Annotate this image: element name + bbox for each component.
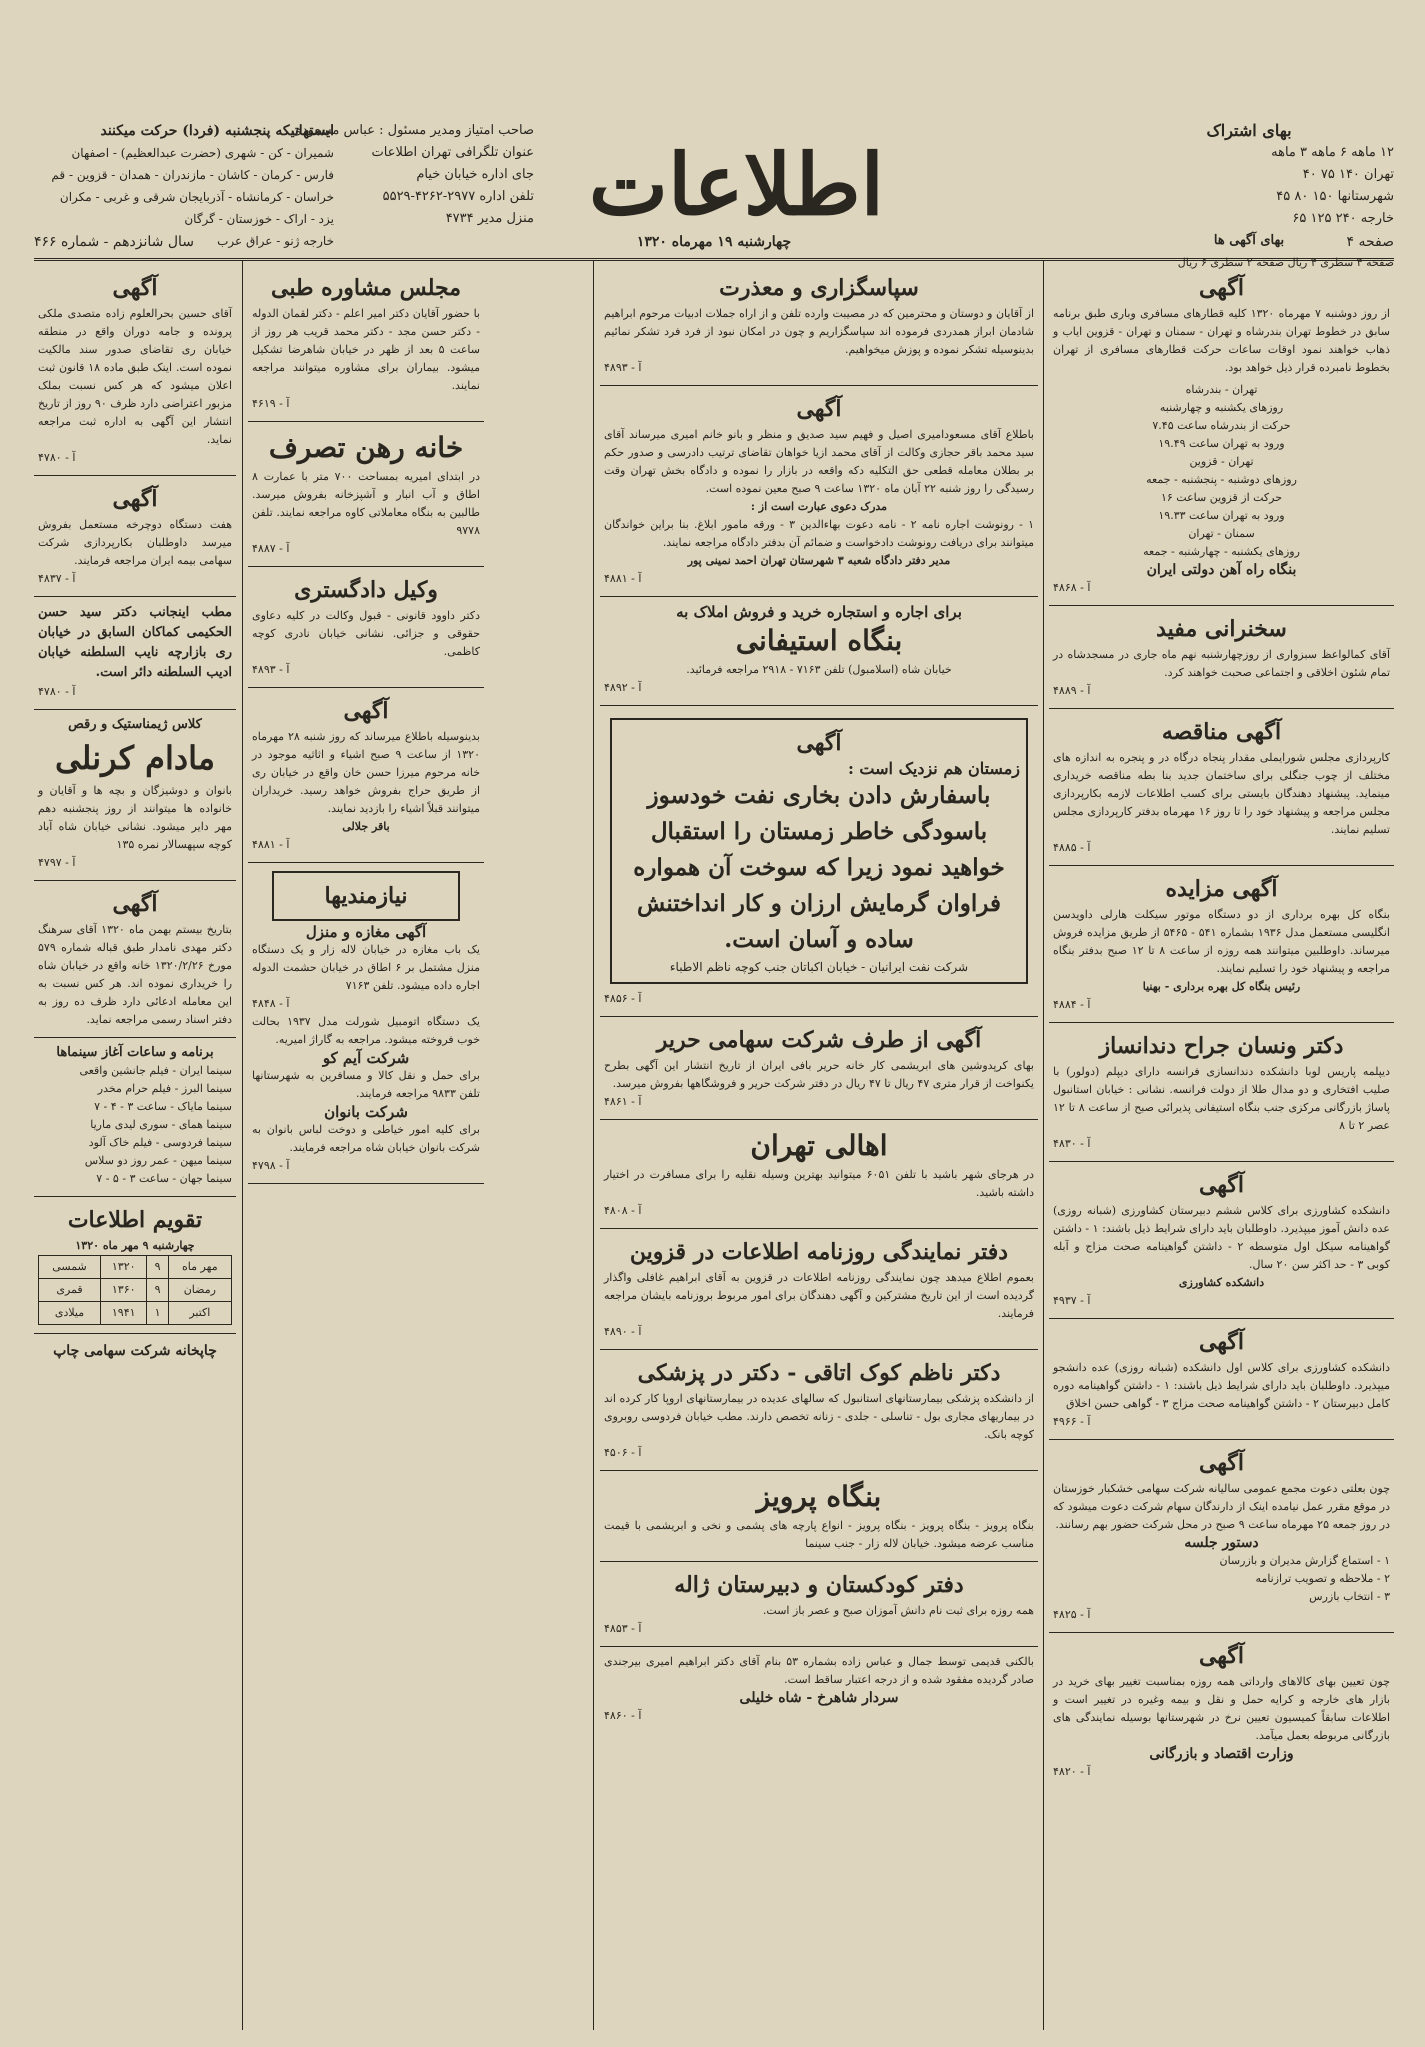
ad-agency [600,597,1038,706]
ad-heading: آگهی [796,730,842,756]
ad-body: بنگاه کل بهره برداری از دو دستگاه موتور سیکلت هارلی داویدسن انگلیسی مستعمل مدل ۱۹۳۶ بشماره ۵۴۱ - ۵۴۶۵ از طریق مزایده فروش میرساند. داوطلبین میتوانند همه روزه از ساعت ۸ تا ۱۲ صبح بدفتر بنگاه مراجعه و پیشنهاد خود را تسلیم نمایند. [1053,908,1390,975]
manager-phone-line: منزل مدیر ۴۷۳۴ [445,211,534,226]
ad-heading: آگهی مزایده [1165,876,1278,902]
calendar-row [39,1302,232,1325]
ad-bicycles [34,476,236,597]
ad-lecture [1049,606,1394,709]
ad-house [248,422,484,567]
ad-ref: آ - ۴۸۳۷ [38,572,76,585]
ad-ministry [1049,1633,1394,1789]
cinema-listings [34,1038,236,1197]
ad-body: بانوان و دوشیزگان و بچه ها و آقایان و خانواده ها میتوانند از روز پنجشنبه دهم مهر دایر میشود. نشانی خیابان شاه آباد کوچه سپهسالار نمره ۱۳۵ [38,784,232,851]
ad-doctor [600,1350,1038,1471]
agenda-item: ۳ - انتخاب بازرس [1309,1590,1390,1603]
ad-heading: مجلس مشاوره طبی [270,275,461,301]
ad-signature: رئیس بنگاه کل بهره برداری - بهنیا [1142,980,1301,993]
ad-heading: آگهی [112,891,158,917]
column-rule [1043,260,1044,2030]
newspaper-logo: اطلاعات [588,135,884,234]
ad-heading: آگهی [343,698,389,724]
calendar [34,1197,236,1334]
ad-ref: آ - ۴۸۵۶ [604,992,642,1005]
ad-body: دانشکده کشاورزی برای کلاس اول دانشکده (شبانه روزی) عده دانشجو میپذیرد. داوطلبان باید دارای شرایط ذیل باشند: ۱ - داشتن گواهینامه دوره کامل دبیرستان ۲ - داشتن گواهینامه صحت مزاج ۳ - گواهی حسن اخلاق [1053,1361,1390,1410]
ad-heading: دفتر نمایندگی روزنامه اطلاعات در قزوین [629,1239,1009,1265]
ad-ref: آ - ۴۹۶۶ [1053,1415,1091,1428]
ad-heading: آگهی [1198,1329,1245,1355]
schedule-list [1053,381,1390,561]
ad-heading: دکتر ونسان جراح دندانساز [1099,1033,1344,1059]
column-rule [242,260,243,2030]
ad-signature: باقر جلالی [342,820,390,833]
schedule-line: حرکت از قزوین ساعت ۱۶ [1160,491,1283,504]
ad-heading: وکیل دادگستری [294,577,438,603]
printer-credit: چاپخانه شرکت سهامی چاپ [53,1343,217,1359]
ad-body: کارپردازی مجلس شورایملی مقدار پنجاه درگاه در و پنجره به اندازه های مختلف از چوب جنگلی برای ساختمان جدید بنا بطه مناقصه خریداری مینماید. پیشنهاد دهندگان بایستی برای کسب اطلاعات لازمه بکارپردازی مجلس مراجعه و پیشنهاد خود را تا روز ۱۶ مهرماه بدفتر کارپردازی مجلس تسلیم نمایند. [1053,751,1390,836]
ad-ref: آ - ۴۵۰۶ [604,1446,642,1459]
ad-tender [1049,709,1394,866]
ad-signature: مدیر دفتر دادگاه شعبه ۳ شهرستان تهران احمد نمینی پور [687,554,951,567]
ad-heading: دکتر ناظم کوک اتاقی - دکتر در پزشکی [637,1360,1001,1386]
ad-body: یک دستگاه اتومبیل شورلت مدل ۱۹۳۷ بحالت خوب فروخته میشود. مراجعه به گاراژ امیریه. [252,1015,480,1046]
ad-ref: آ - ۴۸۵۳ [604,1622,642,1635]
ad-body: آقای حسین بحرالعلوم زاده متصدی ملکی پرونده و جامه دوران واقع در منطقه خیابان ری تقاضای صدور سند مالکیت نموده است. اینک طبق ماده ۱۸ قانون ثبت اعلان میشود که هر کس نسبت بملک مزبور اعتراضی دارد ظرف ۹۰ روز از تاریخ انتشار این آگهی به اداره ثبت مراجعه نماید. [38,307,232,446]
ad-body: برای کلیه امور خیاطی و دوخت لباس بانوان به شرکت بانوان خیابان شاه مراجعه فرمایند. [252,1123,480,1154]
stations-line: خارجه ژنو - عراق عرب [217,234,334,248]
calendar-cell: ۱۳۲۰ [101,1256,147,1279]
ad-ref: آ - ۴۷۹۷ [38,856,76,869]
calendar-cell: میلادی [39,1302,101,1325]
ad-ref: آ - ۴۸۰۸ [604,1204,642,1217]
ad-ref: آ - ۴۸۶۸ [1053,581,1091,594]
ad-heading: آگهی [1198,1643,1245,1669]
ad-body: ۱ - رونوشت اجاره نامه ۲ - نامه دعوت بهاءالدین ۳ - ورقه مامور ابلاغ. بنا براین خواندگان میتوانند برای دریافت رونوشت دادخواست و ضمائم آن بدفتر دادگاه مراجعه نمایند. [604,518,1034,549]
ad-heading: آگهی [796,396,842,422]
ad-price: صفحه ۴ سطری ۴ ریال صفحه ۲ سطری ۶ ریال [1177,256,1394,269]
calendar-cell: رمضان [168,1279,231,1302]
ad-ref: آ - ۴۸۸۷ [252,542,290,555]
ad-ref: آ - ۴۶۱۹ [252,397,290,410]
calendar-cell: ۹ [147,1256,168,1279]
ad-ref: آ - ۴۸۸۹ [1053,684,1091,697]
ad-body: برای حمل و نقل کالا و مسافرین به شهرستانها تلفن ۹۸۳۳ مراجعه فرمایند. [252,1069,480,1100]
ad-body: دکتر داوود قانونی - قبول وکالت در کلیه دعاوی حقوقی و جزائی. نشانی خیابان نادری کوچه کاظمی. [252,609,480,658]
ad-body: یک باب مغازه در خیابان لاله زار و یک دستگاه منزل مشتمل بر ۶ اطاق در خیابان حشمت الدوله اجاره داده میشود. تلفن ۷۱۶۳ [252,943,481,992]
column-rule [593,260,594,2030]
ad-ref: آ - ۴۷۹۸ [252,1159,290,1172]
calendar-cell: قمری [39,1279,101,1302]
stations-line: فارس - کرمان - کاشان - مازندران - همدان - قزوین - قم [51,168,334,182]
ad-agri-school [1049,1162,1394,1319]
ad-ref: آ - ۴۷۸۰ [38,451,76,464]
ad-body: از آقایان و دوستان و محترمین که در مصیبت وارده تلفن و از اراه جملات ادبیات مرحوم ابراهیم شادمان ابراز همدردی فرموده اند سپاسگزاریم و چون در امکان نبود از فرد فرد تشکر نمائیم بدینوسیله تشکر نموده و پوزش میخواهیم. [604,307,1034,356]
date-line: چهارشنبه ۱۹ مهرماه ۱۳۲۰ [636,234,792,250]
ad-body: باطلاع آقای مسعودامیری اصیل و فهیم سید صدیق و منظر و بانو خانم امیری میرساند آقای سید محمد باقر حجازی وکالت از آقای محمد ازیا خواهان تقاضای ترتیب دادرسی و صدور حکم بر بطلان معامله قطعی حق التکلیه دکه واقعه در بازار را نموده و دادگاه بخش تهران وقت رسیدگی را روز شنبه ۲۲ آبان ماه ۱۳۲۰ ساعت ۹ صبح معین نموده است. [604,428,1034,495]
page-label: صفحه ۴ [1346,234,1394,250]
ad-body: بدینوسیله باطلاع میرساند که روز شنبه ۲۸ مهرماه ۱۳۲۰ از ساعت ۹ صبح اشیاء و اثاثیه موجود در خانه مرحوم میرزا حسن خان واقع در خیابان ری از طریق حراج بفروش خواهد رسید. خریداران میتوانند قبلاً اشیاء را بازدید نمایند. [252,730,480,815]
ad-body: چون بعلتی دعوت مجمع عمومی سالیانه شرکت سهامی خشکبار خوزستان در موقع مقرر عمل نیامده اینک از دارندگان سهام شرکت دعوت میشود که در روز جمعه ۲۵ مهرماه ساعت ۹ صبح در محل شرکت حضور بهم رسانند. [1053,1482,1390,1531]
year-issue: سال شانزدهم - شماره ۴۶۶ [34,234,194,250]
ad-heading: برای اجاره و استجاره خرید و فروش املاک به [676,603,962,621]
ad-signature: دانشکده کشاورزی [1178,1276,1265,1289]
ad-company-meeting [1049,1440,1394,1633]
ad-ref: آ - ۴۸۶۰ [604,1709,642,1722]
agenda-item: ۱ - استماع گزارش مدیران و بازرسان [1219,1554,1390,1567]
subscriptions-tehran: تهران ۱۴۰ ۷۵ ۴۰ [1302,167,1394,182]
cinema-item: سینما میهن - عمر روز دو سلاس [84,1154,232,1167]
ad-court-notice [600,386,1038,597]
ad-clinic [34,597,236,710]
ad-kindergarten [600,1562,1038,1647]
heater-ad-box [610,718,1028,984]
agenda-heading: دستور جلسه [1184,1535,1259,1551]
classifieds [248,863,484,1184]
ad-dentist [1049,1023,1394,1162]
schedule-line: روزهای یکشنبه و چهارشنبه [1159,401,1284,414]
ad-ref: آ - ۴۸۲۰ [1053,1765,1091,1778]
ad-big-text: باسفارش دادن بخاری نفت خودسوز باسودگی خاطر زمستان را استقبال خواهید نمود زیرا که سوخت آن همواره فراوان گرمایش ارزان و کار انداختنش ساده و آسان است. [633,782,1005,953]
ad-ref: آ - ۴۹۳۷ [1053,1294,1091,1307]
telegraph-line: عنوان تلگرافی تهران اطلاعات [371,145,534,160]
calendar-cell: اکتبر [168,1302,231,1325]
ad-body: بهای کرپدوشین های ابریشمی کار خانه حریر بافی ایران از تاریخ انتشار این آگهی بطرح یکنواخت از قرار متری ۴۷ ریال تا ۴۷ ریال در دفتر شرکت حریر و فروشگاهها بفروش میرسد. [604,1059,1034,1090]
subscriptions-head: ۱۲ ماهه ۶ ماهه ۳ ماهه [1271,145,1394,160]
ad-ref: آ - ۴۸۲۵ [1053,1608,1091,1621]
ad-ref: آ - ۴۸۸۵ [1053,841,1091,854]
ad-ref: آ - ۴۸۳۰ [1053,1137,1091,1150]
ad-ref: آ - ۴۸۹۳ [604,361,642,374]
ad-signature: وزارت اقتصاد و بازرگانی [1149,1746,1294,1762]
ad-body: دانشکده کشاورزی برای کلاس ششم دبیرستان کشاورزی (شبانه روزی) عده دانش آموز میپذیرد. داوطلبان باید دارای شرایط ذیل باشند: ۱ - داشتن گواهینامه سیکل اول متوسطه ۲ - داشتن گواهینامه صحت مزاج و آبله کوبی ۳ - حد اکثر سن ۲۰ سال. [1053,1204,1390,1271]
ad-address: شرکت نفت ایرانیان - خیابان اکباتان جنب کوچه ناظم الاطباء [669,960,969,974]
schedule-line: تهران - بندرشاه [1185,383,1258,396]
ad-body: چون تعیین بهای کالاهای وارداتی همه روزه بمناسبت تغییر بهای خرید در بازار های خارجه و کرایه حمل و نقل و بیمه وغیره در تغییر است و اطلاعات سابقاً کمیسیون تعیین نرخ در شهرستانها بوسیله نمایندگی های بازرگانی مربوطه بعمل میآمد. [1053,1675,1390,1742]
subscriptions-provinces: شهرستانها ۱۵۰ ۸۰ ۴۵ [1276,189,1394,204]
subscriptions-title: بهای اشتراک [1206,121,1292,140]
stations-title: ایستهاتیکه پنجشنبه (فردا) حرکت میکنند [100,123,334,139]
classifieds-heading: نیازمندیها [272,871,460,921]
ad-ref: آ - ۴۷۸۰ [38,685,76,698]
ad-heading: آگهی از طرف شرکت سهامی حریر [656,1027,982,1053]
ad-body: از دانشکده پزشکی بیمارستانهای استانبول که سالهای عدیده در بیمارستانهای اروپا کار کرده اند در بیماریهای مجاری بول - تناسلی - جلدی - زنانه تخصص دارند. مطب خیابان فردوسی روبروی کوچه بانک. [604,1392,1034,1441]
ad-heading: دفتر کودکستان و دبیرستان ژاله [674,1572,964,1598]
schedule-line: روزهای دوشنبه - پنجشنبه - جمعه [1146,473,1297,486]
calendar-cell: ۱۹۴۱ [101,1302,147,1325]
ad-body: از روز دوشنبه ۷ مهرماه ۱۳۲۰ کلیه قطارهای مسافری وباری طبق برنامه سابق در خطوط تهران بندرشاه و تهران - سمنان و تهران - قزوین ایاب و ذهاب خواهند نمود اوقات ساعات حرکت قطارهای مسافری از تهران بخطوط نامبرده قرار ذیل خواهد بود. [1053,307,1390,374]
ad-heading: آگهی [112,486,158,512]
ad-qazvin-office [600,1229,1038,1350]
ad-heading: بنگاه پرویز [756,1480,882,1513]
column-center-left [248,265,484,1184]
ad-ref: آ - ۴۸۸۱ [252,838,290,851]
cinema-heading: برنامه و ساعات آغاز سینماها [56,1045,214,1060]
stations-line: یزد - اراک - خوزستان - گرگان [184,212,334,226]
ad-lost-document [600,1647,1038,1733]
ad-signature: بنگاه راه آهن دولتی ایران [1146,562,1297,578]
ad-auction [1049,866,1394,1023]
ad-thanks [600,265,1038,386]
agency-name: بنگاه استیفانی [735,624,903,657]
ad-silk [600,1017,1038,1120]
ad-subheading: مدرک دعوی عبارت است از : [750,500,888,513]
ad-body: آقای کمالواعظ سبزواری از روزچهارشنبه نهم ماه جاری در مسجدشاه در تمام شئون اخلاقی و اجتماعی صحبت خواهند کرد. [1053,648,1390,679]
publisher-line: صاحب امتیاز ومدیر مسئول : عباس مسعودی [291,123,534,138]
ad-heading: آگهی مناقصه [1161,719,1282,745]
ad-ref: آ - ۴۸۹۰ [604,1325,642,1338]
ad-property-sale [34,881,236,1038]
schedule-line: ورود به تهران ساعت ۱۹.۴۹ [1158,437,1285,450]
calendar-cell: مهر ماه [168,1256,231,1279]
calendar-heading: تقویم اطلاعات [67,1207,203,1233]
ad-estate-sale [248,688,484,863]
cinema-item: سینما البرز - فیلم حرام مخدر [97,1082,232,1095]
ad-ref: آ - ۴۸۶۱ [604,1095,642,1108]
ad-heading: خانه رهن تصرف [268,431,464,464]
calendar-cell: شمسی [39,1256,101,1279]
agenda-item: ۲ - ملاحظه و تصویب ترازنامه [1255,1572,1390,1585]
ad-price-title: بهای آگهی ها [1213,233,1285,248]
cinema-item: سینما مایاک - ساعت ۳ - ۴ - ۷ [94,1100,232,1113]
ad-signature: سردار شاهرخ - شاه خلیلی [739,1690,899,1706]
ad-heading: آگهی [112,275,158,301]
calendar-cell: ۱ [147,1302,168,1325]
ad-body: بعموم اطلاع میدهد چون نمایندگی روزنامه اطلاعات در قزوین به آقای ابراهیم غافلی واگذار گردیده است از این تاریخ مشترکین و آگهی دهندگان برای امور مربوط بروزنامه بایشان مراجعه فرمایند. [604,1271,1034,1320]
ad-body: بتاریخ بیستم بهمن ماه ۱۳۲۰ آقای سرهنگ دکتر مهدی نامدار طبق قباله شماره ۵۷۹ مورخ ۱۳۲۰/۲/۲۶ خانه واقع در خیابان شاه را خریداری نموده اند. هر کس نسبت به این معامله ادعائی دارد ظرف ده روز به دفتر اسناد رسمی مراجعه نماید. [38,923,232,1026]
column-right [1049,265,1394,1789]
schedule-line: حرکت از بندرشاه ساعت ۷.۴۵ [1152,419,1291,432]
ad-body: دیپلمه پاریس لوبا دانشکده دندانسازی فرانسه دارای دیپلم (دولور) با صلیب افتخاری و دو مدال طلا از دولت فرانسه. نشانی : خیابان استانبول پاساژ بازرگانی مرکزی جنب بنگاه استیفانی پذیرائی صبح از ساعت ۸ تا ۱۲ عصر ۲ تا ۸ [1053,1065,1390,1132]
column-left [34,265,236,1360]
ad-heading: سخنرانی مفید [1156,616,1287,642]
ad-tehran-residents [600,1120,1038,1229]
cinema-item: سینما ایران - فیلم جانشین واقعی [79,1064,232,1077]
ad-body: مطب اینجانب دکتر سید حسن الحکیمی کماکان السابق در خیابان ری بازارچه نایب السلطنه خیابان ادیب السلطنه دائر است. [38,605,232,680]
stations-line: خراسان - کرمانشاه - آذربایجان شرقی و غربی - مکران [59,190,334,204]
calendar-row [39,1256,232,1279]
ad-lawyer [248,567,484,688]
ad-ref: آ - ۴۸۹۳ [252,663,290,676]
ad-body: هفت دستگاه دوچرخه مستعمل بفروش میرسد داوطلبان بکارپردازی شرکت سهامی بیمه ایران مراجعه فرمایند. [38,518,232,567]
calendar-caption: چهارشنبه ۹ مهر ماه ۱۳۲۰ [75,1239,195,1252]
ad-railway [1049,265,1394,606]
cinema-item: سینما فردوسی - فیلم خاک آلود [88,1136,232,1149]
ad-body: بالکنی قدیمی توسط جمال و عباس زاده بشماره ۵۳ بنام آقای دکتر ابراهیم امیری بیرجندی صادر گردیده مفقود شده و از درجه اعتبار ساقط است. [604,1655,1034,1686]
schedule-line: سمنان - تهران [1188,527,1255,540]
ad-body: با حضور آقایان دکتر امیر اعلم - دکتر لقمان الدوله - دکتر حسن مجد - دکتر محمد قریب هر روز از ساعت ۵ بعد از ظهر در خیابان شاهرضا تشکیل میشود. بیماران برای مشاوره میتوانند مراجعه نمایند. [252,307,480,392]
column-center [600,265,1038,1733]
ad-heading: شرکت بانوان [324,1103,408,1121]
calendar-row [39,1279,232,1302]
schedule-line: روزهای یکشنبه - چهارشنبه - جمعه [1143,545,1300,558]
ad-medical-council [248,265,484,422]
ad-heading: آگهی مغازه و منزل [305,923,427,941]
ad-gym [34,710,236,881]
ad-body: خیابان شاه (اسلامبول) تلفن ۷۱۶۳ - ۲۹۱۸ مراجعه فرمائید. [686,663,952,676]
gym-name: مادام کرنلی [54,739,216,777]
office-line: جای اداره خیابان خیام [416,167,534,182]
ad-ref: آ - ۴۸۸۴ [1053,998,1091,1011]
stations-line: شمیران - کن - شهری (حضرت عبدالعظیم) - اصفهان [71,146,334,160]
ad-body: همه روزه برای ثبت نام دانش آموزان صبح و عصر باز است. [762,1604,1034,1617]
calendar-cell: ۱۳۶۰ [101,1279,147,1302]
ad-agri-college [1049,1319,1394,1440]
calendar-cell: ۹ [147,1279,168,1302]
ad-ref: آ - ۴۸۸۱ [604,572,642,585]
ad-heater [600,706,1038,1017]
ad-parviz [600,1471,1038,1562]
phones-line: تلفن اداره ۲۹۷۷-۴۲۶۲-۵۵۲۹ [382,189,534,204]
ad-heading: آگهی [1198,1172,1245,1198]
ad-body: بنگاه پرویز - بنگاه پرویز - بنگاه پرویز - انواع پارچه های پشمی و نخی و ابریشمی با قیمت مناسب عرضه میشود. خیابان لاله زار - جنب سینما [604,1519,1034,1550]
schedule-line: تهران - قزوین [1189,455,1254,468]
ad-heading: آگهی [1198,275,1245,301]
ad-body: در هرجای شهر باشید با تلفن ۶۰۵۱ میتوانید بهترین وسیله نقلیه را برای مسافرت در اختیار داشته باشید. [604,1168,1034,1199]
ad-heading: کلاس ژیمناستیک و رقص [68,717,202,732]
ad-heading: آگهی [1198,1450,1245,1476]
ad-heading: اهالی تهران [750,1129,888,1162]
ad-lead: زمستان هم نزدیک است : [847,759,1020,778]
ad-ref: آ - ۴۸۴۸ [252,997,290,1010]
calendar-table [38,1255,232,1325]
ad-registration [34,265,236,476]
ad-body: در ابتدای امیریه بمساحت ۷۰۰ متر با عمارت ۸ اطاق و آب انبار و آشپزخانه بفروش میرسد. طالبین به بنگاه معاملاتی کاوه مراجعه نمایند. تلفن ۹۷۷۸ [252,470,480,537]
subscriptions-abroad: خارجه ۲۴۰ ۱۲۵ ۶۵ [1292,211,1394,226]
cinema-item: سینما همای - سوری لیدی ماریا [90,1118,232,1131]
ad-ref: آ - ۴۸۹۲ [604,681,642,694]
schedule-line: ورود به تهران ساعت ۱۹.۳۳ [1158,509,1285,522]
ad-heading: سپاسگزاری و معذرت [719,275,919,301]
ad-heading: شرکت آیم کو [322,1049,410,1067]
newspaper-page [34,60,1394,2030]
cinema-item: سینما جهان - ساعت ۳ - ۵ - ۷ [96,1172,232,1185]
